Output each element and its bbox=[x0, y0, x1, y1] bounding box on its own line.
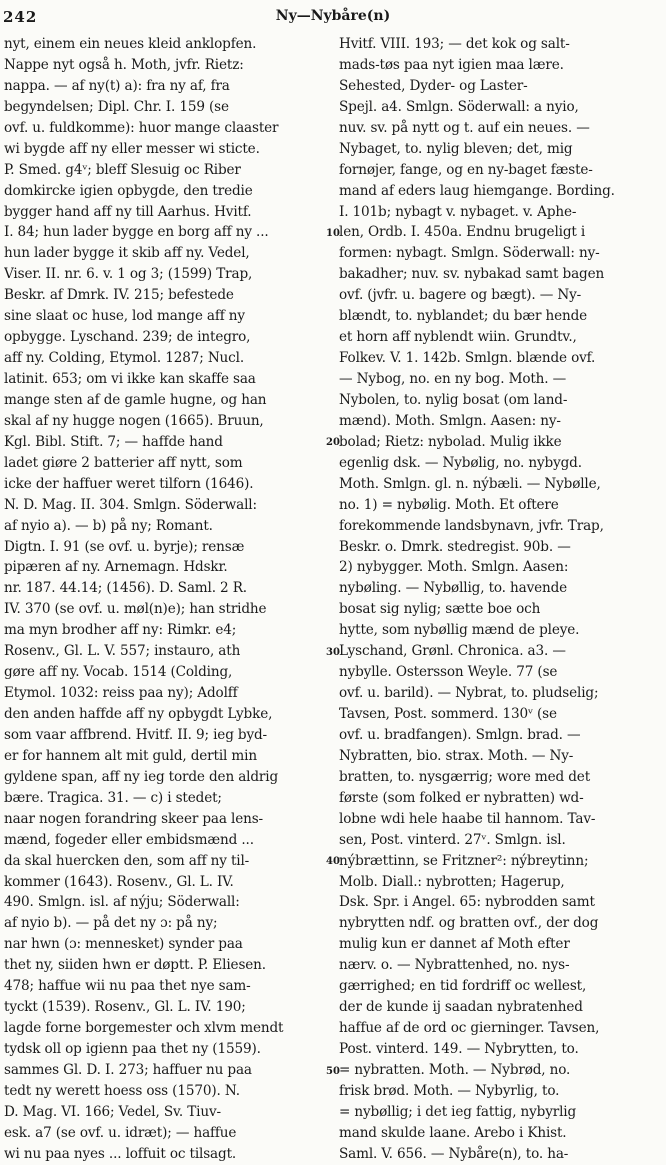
text-line: der de kunde ij saadan nybratenhed bbox=[339, 999, 583, 1016]
text-line: len, Ordb. I. 450a. Endnu brugeligt i bbox=[339, 224, 586, 241]
text-line: da skal huercken den, som aff ny til- bbox=[4, 852, 250, 869]
text-line: no. 1) = nybølig. Moth. Et oftere bbox=[339, 496, 559, 513]
text-line: Spejl. a4. Smlgn. Söderwall: a nyio, bbox=[339, 98, 579, 115]
text-line: 490. Smlgn. isl. af nýju; Söderwall: bbox=[4, 894, 240, 911]
text-line: aff ny. Colding, Etymol. 1287; Nucl. bbox=[4, 350, 244, 367]
text-line: nybylle. Ostersson Weyle. 77 (se bbox=[339, 664, 558, 681]
text-line: naar nogen forandring skeer paa lens- bbox=[4, 810, 263, 827]
text-line: Nybolen, to. nylig bosat (om land- bbox=[339, 391, 568, 408]
text-line: Beskr. o. Dmrk. stedregist. 90b. — bbox=[339, 538, 571, 555]
text-line: første (som folked er nybratten) wd- bbox=[339, 789, 584, 806]
text-line: Etymol. 1032: reiss paa ny); Adolff bbox=[4, 685, 238, 702]
text-line: latinit. 653; om vi ikke kan skaffe saa bbox=[4, 371, 256, 387]
text-line: lobne wdi hele haabe til hannom. Tav- bbox=[339, 810, 596, 827]
text-line: hytte, som nybøllig mænd de pleye. bbox=[339, 622, 580, 639]
text-line: mand af eders laug hiemgange. Bording. bbox=[339, 182, 615, 199]
text-line: Dsk. Spr. i Angel. 65: nybrodden samt bbox=[339, 894, 595, 911]
text-line: nuv. sv. på nytt og t. auf ein neues. — bbox=[339, 119, 590, 136]
text-line: ma myn brodher aff ny: Rimkr. e4; bbox=[4, 622, 237, 639]
text-line: esk. a7 (se ovf. u. idræt); — haffue bbox=[4, 1124, 237, 1141]
text-line: domkircke igien opbygde, den tredie bbox=[4, 182, 253, 199]
text-line: mads-tøs paa nyt igien maa lære. bbox=[339, 56, 564, 73]
text-line: egenlig dsk. — Nybølig, no. nybygd. bbox=[339, 454, 582, 471]
text-line: Beskr. af Dmrk. IV. 215; befestede bbox=[4, 287, 234, 304]
text-line: bratten, to. nysgærrig; wore med det bbox=[339, 768, 591, 785]
text-line: frisk brød. Moth. — Nybyrlig, to. bbox=[339, 1082, 560, 1099]
text-line: Nybaget, to. nylig bleven; det, mig bbox=[339, 140, 573, 157]
text-line: formen: nybagt. Smlgn. Söderwall: ny- bbox=[339, 245, 600, 262]
page-header bbox=[0, 4, 666, 30]
text-line: fornøjer, fange, og en ny-baget fæste- bbox=[339, 161, 593, 178]
text-line: — Nybog, no. en ny bog. Moth. — bbox=[339, 371, 567, 387]
text-line: P. Smed. g4ᵛ; bleff Slesuig oc Riber bbox=[4, 161, 241, 178]
text-line: I. 84; hun lader bygge en borg aff ny ... bbox=[4, 224, 269, 241]
text-line: thet ny, siiden hwn er døptt. P. Eliesen. bbox=[4, 957, 266, 974]
text-line: D. Mag. VI. 166; Vedel, Sv. Tiuv- bbox=[4, 1103, 221, 1120]
text-line: Folkev. V. 1. 142b. Smlgn. blænde ovf. bbox=[339, 350, 596, 367]
text-line: IV. 370 (se ovf. u. møl(n)e); han stridhe bbox=[4, 601, 267, 618]
line-number: 30 bbox=[326, 646, 340, 658]
text-line: kommer (1643). Rosenv., Gl. L. IV. bbox=[4, 873, 234, 890]
text-line: bære. Tragica. 31. — c) i stedet; bbox=[4, 789, 222, 806]
text-line: bosat sig nylig; sætte boe och bbox=[339, 601, 541, 618]
text-line: lagde forne borgemester och xlvm mendt bbox=[4, 1020, 284, 1037]
text-line: er for hannem alt mit guld, dertil min bbox=[4, 747, 257, 764]
text-line: bygger hand aff ny till Aarhus. Hvitf. bbox=[4, 203, 252, 220]
text-line: Molb. Diall.: nybrotten; Hagerup, bbox=[339, 873, 565, 890]
text-line: nar hwn (ɔ: mennesket) synder paa bbox=[4, 936, 243, 953]
line-number: 10 bbox=[326, 227, 340, 239]
line-number: 50 bbox=[326, 1065, 340, 1077]
text-line: wi nu paa nyes ... loffuit oc tilsagt. bbox=[4, 1145, 237, 1162]
text-line: begyndelsen; Dipl. Chr. I. 159 (se bbox=[4, 98, 229, 115]
text-line: hun lader bygge it skib aff ny. Vedel, bbox=[4, 245, 250, 262]
text-line: Tavsen, Post. sommerd. 130ᵛ (se bbox=[339, 706, 557, 722]
text-line: nybøling. — Nybøllig, to. havende bbox=[339, 580, 568, 597]
text-line: som vaar affbrend. Hvitf. II. 9; ieg byd- bbox=[4, 726, 267, 743]
text-line: bolad; Rietz: nybolad. Mulig ikke bbox=[339, 433, 562, 450]
text-line: tydsk oll op igienn paa thet ny (1559). bbox=[4, 1041, 261, 1057]
text-line: den anden haffde aff ny opbygdt Lybke, bbox=[4, 706, 273, 722]
text-line: Hvitf. VIII. 193; — det kok og salt- bbox=[339, 36, 570, 52]
text-line: ovf. u. fuldkomme): huor mange claaster bbox=[4, 119, 279, 136]
text-line: = nybratten. Moth. — Nybrød, no. bbox=[339, 1061, 571, 1078]
text-line: Kgl. Bibl. Stift. 7; — haffde hand bbox=[4, 433, 223, 450]
right-column bbox=[339, 34, 661, 1165]
left-column bbox=[4, 34, 328, 1165]
text-line: Digtn. I. 91 (se ovf. u. byrje); rensæ bbox=[4, 538, 245, 555]
text-line: haffue af de ord oc gierninger. Tavsen, bbox=[339, 1020, 600, 1037]
text-line: I. 101b; nybagt v. nybaget. v. Aphe- bbox=[339, 203, 577, 220]
text-line: sen, Post. vinterd. 27ᵛ. Smlgn. isl. bbox=[339, 831, 566, 848]
text-line: Lyschand, Grønl. Chronica. a3. — bbox=[339, 643, 566, 660]
text-line: skal af ny hugge nogen (1665). Bruun, bbox=[4, 412, 264, 429]
text-line: gærrighed; en tid fordriff oc wellest, bbox=[339, 978, 587, 995]
text-line: ovf. (jvfr. u. bagere og bægt). — Ny- bbox=[339, 287, 582, 304]
text-line: nýbrættinn, se Fritzner²: nýbreytinn; bbox=[339, 852, 589, 869]
text-line: N. D. Mag. II. 304. Smlgn. Söderwall: bbox=[4, 496, 257, 513]
text-line: Sehested, Dyder- og Laster- bbox=[339, 77, 528, 94]
text-line: 2) nybygger. Moth. Smlgn. Aasen: bbox=[339, 559, 569, 576]
text-line: forekommende landsbynavn, jvfr. Trap, bbox=[339, 517, 604, 534]
line-number: 20 bbox=[326, 437, 340, 449]
text-line: Rosenv., Gl. L. V. 557; instauro, ath bbox=[4, 643, 241, 660]
text-line: gøre aff ny. Vocab. 1514 (Colding, bbox=[4, 664, 233, 681]
text-line: nybrytten ndf. og bratten ovf., der dog bbox=[339, 915, 599, 932]
text-line: tyckt (1539). Rosenv., Gl. L. IV. 190; bbox=[4, 999, 246, 1016]
text-line: bakadher; nuv. sv. nybakad samt bagen bbox=[339, 266, 605, 283]
text-line: icke der haffuer weret tilforn (1646). bbox=[4, 475, 254, 492]
text-line: 478; haffue wii nu paa thet nye sam- bbox=[4, 978, 251, 995]
text-line: mænd). Moth. Smlgn. Aasen: ny- bbox=[339, 412, 561, 429]
text-line: nappa. — af ny(t) a): fra ny af, fra bbox=[4, 77, 230, 94]
running-title: Ny—Nybåre(n) bbox=[275, 8, 391, 24]
text-line: blændt, to. nyblandet; du bær hende bbox=[339, 308, 588, 325]
text-line: wi bygde aff ny eller messer wi sticte. bbox=[4, 140, 260, 157]
text-line: Viser. II. nr. 6. v. 1 og 3; (1599) Trap, bbox=[4, 266, 253, 283]
text-line: gyldene span, aff ny ieg torde den aldrig bbox=[4, 768, 279, 785]
text-line: mange sten af de gamle hugne, og han bbox=[4, 391, 267, 408]
text-line: = nybøllig; i det ieg fattig, nybyrlig bbox=[339, 1103, 577, 1120]
text-line: Post. vinterd. 149. — Nybrytten, to. bbox=[339, 1041, 579, 1057]
text-line: nyt, einem ein neues kleid anklopfen. bbox=[4, 36, 257, 52]
text-line: sammes Gl. D. I. 273; haffuer nu paa bbox=[4, 1061, 252, 1078]
text-line: sine slaat oc huse, lod mange aff ny bbox=[4, 308, 245, 325]
text-line: nr. 187. 44.14; (1456). D. Saml. 2 R. bbox=[4, 580, 247, 597]
text-line: tedt ny werett hoess oss (1570). N. bbox=[4, 1082, 240, 1099]
text-line: mulig kun er dannet af Moth efter bbox=[339, 936, 570, 953]
text-line: pipæren af ny. Arnemagn. Hdskr. bbox=[4, 559, 228, 576]
text-line: ladet giøre 2 batterier aff nytt, som bbox=[4, 454, 243, 471]
text-line: Nybratten, bio. strax. Moth. — Ny- bbox=[339, 747, 574, 764]
text-line: nærv. o. — Nybrattenhed, no. nys- bbox=[339, 957, 570, 974]
text-line: Saml. V. 656. — Nybåre(n), to. ha- bbox=[339, 1145, 569, 1162]
text-line: Moth. Smlgn. gl. n. nýbæli. — Nybølle, bbox=[339, 475, 601, 492]
text-line: ovf. u. bradfangen). Smlgn. brad. — bbox=[339, 726, 581, 743]
line-number: 40 bbox=[326, 856, 340, 868]
text-line: mænd, fogeder eller embidsmænd ... bbox=[4, 831, 254, 848]
text-line: mand skulde laane. Arebo i Khist. bbox=[339, 1124, 567, 1141]
text-line: Nappe nyt også h. Moth, jvfr. Rietz: bbox=[4, 56, 244, 73]
text-line: opbygge. Lyschand. 239; de integro, bbox=[4, 329, 251, 346]
text-line: ovf. u. barild). — Nybrat, to. pludselig; bbox=[339, 685, 599, 702]
text-line: af nyio a). — b) på ny; Romant. bbox=[4, 517, 213, 534]
text-line: af nyio b). — på det ny ɔ: på ny; bbox=[4, 915, 218, 932]
text-line: et horn aff nyblendt wiin. Grundtv., bbox=[339, 329, 577, 346]
page-number: 242 bbox=[3, 8, 38, 26]
